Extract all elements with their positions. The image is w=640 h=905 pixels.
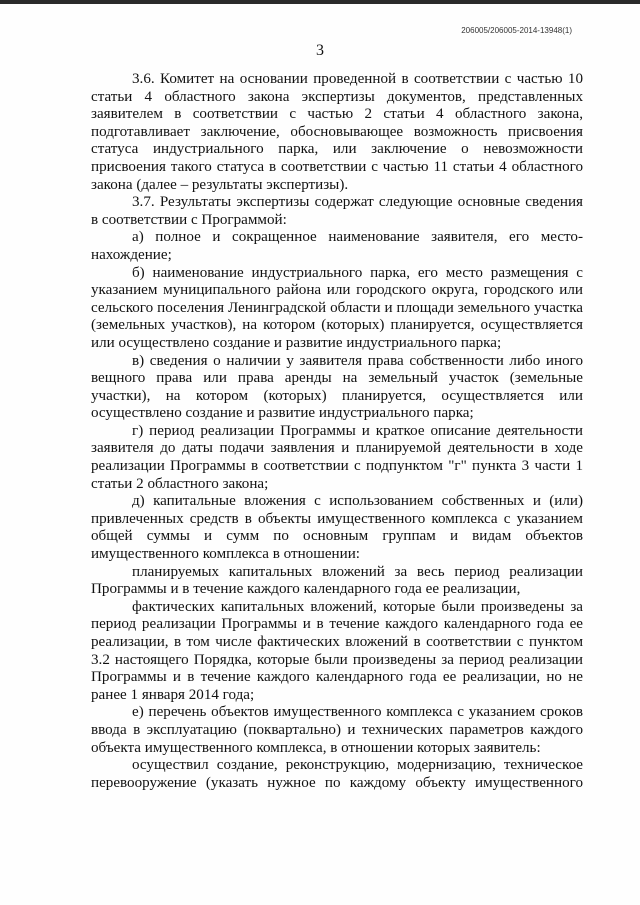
- list-item-b: б) наименование индустриального парка, его место размещения с указанием муниципального района или городского округа, городского или сельского поселения Ленинградской области и площади земельного участка (земельных участков), на котором (которых) планируется, осуществляется или осуществлено создание и развитие индустриального парка;: [91, 264, 583, 351]
- list-item-e: е) перечень объектов имущественного комплекса с указанием сроков ввода в эксплуатацию (поквартально) и технических параметров каждого объекта имущественного комплекса, в отношении которых заявитель:: [91, 704, 583, 756]
- page-number: 3: [316, 42, 324, 59]
- list-item-g: г) период реализации Программы и краткое описание деятельности заявителя до даты подачи заявления и планируемой деятельности в ходе реализации Программы в соответствии с подпунктом "г" пункта 3 части 1 статьи 2 областного закона;: [91, 422, 583, 492]
- paragraph-3-7: 3.7. Результаты экспертизы содержат следующие основные сведения в соответствии с Программой:: [91, 194, 583, 228]
- list-item-d-actual: фактических капитальных вложений, которые были произведены за период реализации Программы и в течение каждого календарного года ее реализации, в том числе фактических вложений в соответствии с пунктом 3.2 настоящего Порядка, которые были произведены за период реализации Программы и в течение каждого календарного года ее реализации, но не ранее 1 января 2014 года;: [91, 598, 583, 703]
- list-item-a: а) полное и сокращенное наименование заявителя, его место-нахождение;: [91, 229, 583, 263]
- document-id: 206005/206005-2014-13948(1): [461, 26, 572, 35]
- paragraph-3-6: 3.6. Комитет на основании проведенной в соответствии с частью 10 статьи 4 областного закона экспертизы документов, представленных заявителем в соответствии с частью 2 статьи 4 областного закона, подготавливает заключение, обосновывающее возможность присвоения статуса индустриального парка, или заключение о невозможности присвоения такого статуса в соответствии с частью 11 статьи 4 областного закона (далее – результаты экспертизы).: [91, 71, 583, 193]
- list-item-v: в) сведения о наличии у заявителя права собственности либо иного вещного права или права аренды на земельный участок (земельные участки), на котором (которых) планируется, осуществляется или осуществлено создание и развитие индустриального парка;: [91, 352, 583, 422]
- list-item-d-planned: планируемых капитальных вложений за весь период реализации Программы и в течение каждого календарного года ее реализации,: [91, 563, 583, 598]
- list-item-d: д) капитальные вложения с использованием собственных и (или) привлеченных средств в объекты имущественного комплекса с указанием общей суммы и сумм по основным группам и видам объектов имущественного комплекса в отношении:: [91, 493, 583, 563]
- scan-top-border: [0, 0, 640, 4]
- document-body: [91, 71, 583, 792]
- list-item-e-sub: осуществил создание, реконструкцию, модернизацию, техническое перевооружение (указать нужное по каждому объекту имущественного: [91, 757, 583, 791]
